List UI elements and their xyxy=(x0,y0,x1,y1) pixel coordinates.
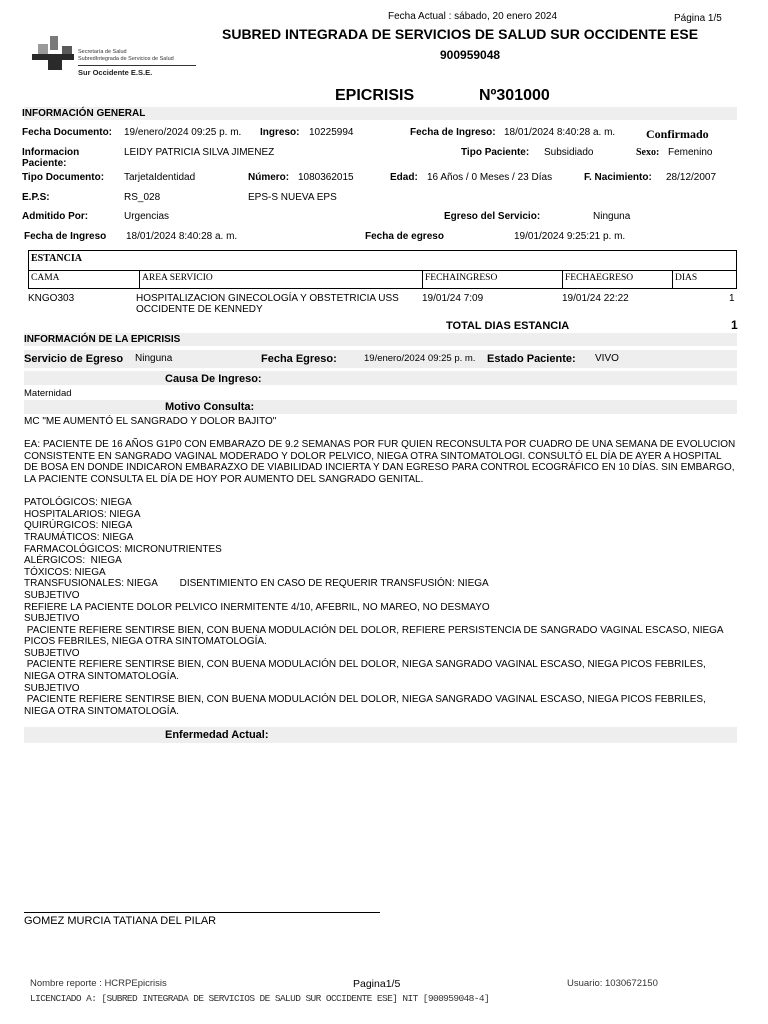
fecha-ingreso-label: Fecha de Ingreso: xyxy=(410,127,496,138)
col-header-fechaegreso: FECHAEGRESO xyxy=(565,273,634,283)
footer-license: LICENCIADO A: [SUBRED INTEGRADA DE SERVICIOS DE SALUD SUR OCCIDENTE ESE] NIT [900959048-4] xyxy=(30,993,490,1004)
tipo-documento-value: TarjetaIdentidad xyxy=(124,172,196,183)
footer-report-name: Nombre reporte : HCRPEpicrisis xyxy=(30,978,167,989)
cell-fecha-egreso: 19/01/24 22:22 xyxy=(562,293,629,304)
tipo-documento-label: Tipo Documento: xyxy=(22,172,105,183)
doc-number: Nº301000 xyxy=(479,87,550,104)
cell-area-line-1: HOSPITALIZACION GINECOLOGÍA Y OBSTETRICIA USS xyxy=(136,293,399,304)
logo-line-2: SubredIntegrada de Servicios de Salud xyxy=(78,56,174,62)
estado-paciente-label: Estado Paciente: xyxy=(487,353,576,365)
fecha-documento-value: 19/enero/2024 09:25 p. m. xyxy=(124,127,242,138)
col-divider xyxy=(672,271,673,288)
fecha-actual: Fecha Actual : sábado, 20 enero 2024 xyxy=(388,11,558,22)
motivo-bar xyxy=(24,400,737,414)
numero-label: Número: xyxy=(248,172,290,183)
col-header-area: AREA SERVICIO xyxy=(142,273,213,283)
egreso-servicio-value: Ninguna xyxy=(593,211,631,222)
estado-paciente-value: VIVO xyxy=(595,353,619,364)
logo-line-1: Secretaría de Salud xyxy=(78,49,127,55)
servicio-egreso-label: Servicio de Egreso xyxy=(24,353,124,365)
enfermedad-bar xyxy=(24,727,737,743)
nacimiento-label: F. Nacimiento: xyxy=(584,172,652,183)
col-header-cama: CAMA xyxy=(31,273,60,283)
tipo-paciente-value: Subsidiado xyxy=(544,147,594,158)
signature-name: GOMEZ MURCIA TATIANA DEL PILAR xyxy=(24,915,217,927)
fecha-egreso-label: Fecha de egreso xyxy=(365,231,444,242)
eps-name: EPS-S NUEVA EPS xyxy=(248,192,337,203)
ingreso-label: Ingreso: xyxy=(260,127,300,138)
causa-bar xyxy=(24,371,737,385)
fecha-egreso-value: 19/01/2024 9:25:21 p. m. xyxy=(514,231,626,242)
fecha-ingreso2-label: Fecha de Ingreso xyxy=(24,231,107,242)
fecha-egreso-epi-value: 19/enero/2024 09:25 p. m. xyxy=(364,353,476,364)
paciente-name: LEIDY PATRICIA SILVA JIMENEZ xyxy=(124,147,275,158)
cell-cama: KNGO303 xyxy=(28,293,75,304)
col-header-dias: DIAS xyxy=(675,273,698,283)
col-divider xyxy=(139,271,140,288)
motivo-consulta-text: MC "ME AUMENTÓ EL SANGRADO Y DOLOR BAJITO" EA: PACIENTE DE 16 AÑOS G1P0 CON EMBARAZO DE 9.2 SEMANAS POR FUR QUIEN RECONSULTA POR CUADRO DE UNA SEMANA DE EVOLUCION CONSISTENTE EN SANGRADO VAGINAL MODERADO Y DOLOR PELVICO, NIEGA OTRA SINTOMATOLOGI. CONSULTÓ EL DÍA DE AYER A HOSPITAL DE BOSA EN DONDE INDICARON EMBARAZXO DE VIABILIDAD INCIERTA Y DAN EGRESO PARA CONTROL ECOGRÁFICO EN 10 DÍAS. SIN EMBARGO, LA PACIENTE CONSULTA EL DÍA DE HOY POR AUMENTO DEL SANGRADO GENITAL. PATOLÓGICOS: NIEGA HOSPITALARIOS: NIEGA QUIRÚRGICOS: NIEGA TRAUMÁTICOS: NIEGA FARMACOLÓGICOS: MICRONUTRIENTES ALÉRGICOS: NIEGA TÓXICOS: NIEGA TRANSFUSIONALES: NIEGA DISENTIMIENTO EN CASO DE REQUERIR TRANSFUSIÓN: NIEGA SUBJETIVO REFIERE LA PACIENTE DOLOR PELVICO INERMITENTE 4/10, AFEBRIL, NO MAREO, NO DESMAYO SUBJETIVO PACIENTE REFIERE SENTIRSE BIEN, CON BUENA MODULACIÓN DEL DOLOR, REFIERE PERSISTENCIA DE SANGRADO VAGINAL ESCASO, NIEGA PICOS FEBRILES, NIEGA OTRA SINTOMATOLOGÍA. SUBJETIVO PACIENTE REFIERE SENTIRSE BIEN, CON BUENA MODULACIÓN DEL DOLOR, NIEGA SANGRADO VAGINAL ESCASO, NIEGA PICOS FEBRILES, NIEGA OTRA SINTOMATOLOGÍA. SUBJETIVO PACIENTE REFIERE SENTIRSE BIEN, CON BUENA MODULACIÓN DEL DOLOR, NIEGA SANGRADO VAGINAL ESCASO, NIEGA PICOS FEBRILES, NIEGA OTRA SINTOMATOLOGÍA. xyxy=(24,416,736,717)
eps-code: RS_028 xyxy=(124,192,161,203)
edad-value: 16 Años / 0 Meses / 23 Días xyxy=(427,172,553,183)
numero-value: 1080362015 xyxy=(298,172,354,183)
ingreso-value: 10225994 xyxy=(309,127,354,138)
org-nit: 900959048 xyxy=(440,48,501,62)
info-paciente-label-2: Paciente: xyxy=(22,158,67,169)
footer-page: Pagina1/5 xyxy=(353,978,401,990)
sexo-label: Sexo: xyxy=(636,147,660,158)
col-divider xyxy=(422,271,423,288)
estancia-title: ESTANCIA xyxy=(31,253,82,264)
confirmado-status: Confirmado xyxy=(646,127,709,141)
col-header-fechaingreso: FECHAINGRESO xyxy=(425,273,498,283)
logo-mark-icon xyxy=(30,36,74,70)
causa-value: Maternidad xyxy=(24,388,72,399)
org-name: SUBRED INTEGRADA DE SERVICIOS DE SALUD SUR OCCIDENTE ESE xyxy=(222,26,699,42)
epicrisis-section-title: INFORMACIÓN DE LA EPICRISIS xyxy=(24,334,181,345)
cell-fecha-ingreso: 19/01/24 7:09 xyxy=(422,293,484,304)
estancia-header-row xyxy=(29,270,736,288)
cell-area-line-2: OCCIDENTE DE KENNEDY xyxy=(136,304,263,315)
signature-line xyxy=(24,912,380,913)
edad-label: Edad: xyxy=(390,172,418,183)
col-divider xyxy=(562,271,563,288)
fecha-documento-label: Fecha Documento: xyxy=(22,127,113,138)
total-dias-value: 1 xyxy=(731,318,738,332)
admitido-label: Admitido Por: xyxy=(22,211,89,222)
egreso-servicio-label: Egreso del Servicio: xyxy=(444,211,541,222)
logo-line-3: Sur Occidente E.S.E. xyxy=(78,68,153,77)
cell-dias: 1 xyxy=(729,293,735,304)
page-indicator: Página 1/5 xyxy=(674,13,722,24)
total-dias-label: TOTAL DIAS ESTANCIA xyxy=(446,320,570,332)
fecha-ingreso2-value: 18/01/2024 8:40:28 a. m. xyxy=(126,231,238,242)
eps-label: E.P.S: xyxy=(22,192,50,203)
fecha-egreso-epi-label: Fecha Egreso: xyxy=(261,353,337,365)
sexo-value: Femenino xyxy=(668,147,713,158)
estancia-table xyxy=(28,250,737,289)
admitido-value: Urgencias xyxy=(124,211,170,222)
logo-divider xyxy=(78,65,196,66)
footer-user: Usuario: 1030672150 xyxy=(567,978,658,989)
causa-label: Causa De Ingreso: xyxy=(165,373,262,385)
nacimiento-value: 28/12/2007 xyxy=(666,172,717,183)
logo xyxy=(30,36,220,84)
general-section-title: INFORMACIÓN GENERAL xyxy=(22,108,146,119)
doc-title: EPICRISIS xyxy=(335,87,415,104)
motivo-label: Motivo Consulta: xyxy=(165,401,255,413)
enfermedad-actual-label: Enfermedad Actual: xyxy=(165,729,269,741)
info-paciente-label-1: Informacion xyxy=(22,147,80,158)
fecha-ingreso-value: 18/01/2024 8:40:28 a. m. xyxy=(504,127,616,138)
servicio-egreso-value: Ninguna xyxy=(135,353,173,364)
tipo-paciente-label: Tipo Paciente: xyxy=(461,147,530,158)
